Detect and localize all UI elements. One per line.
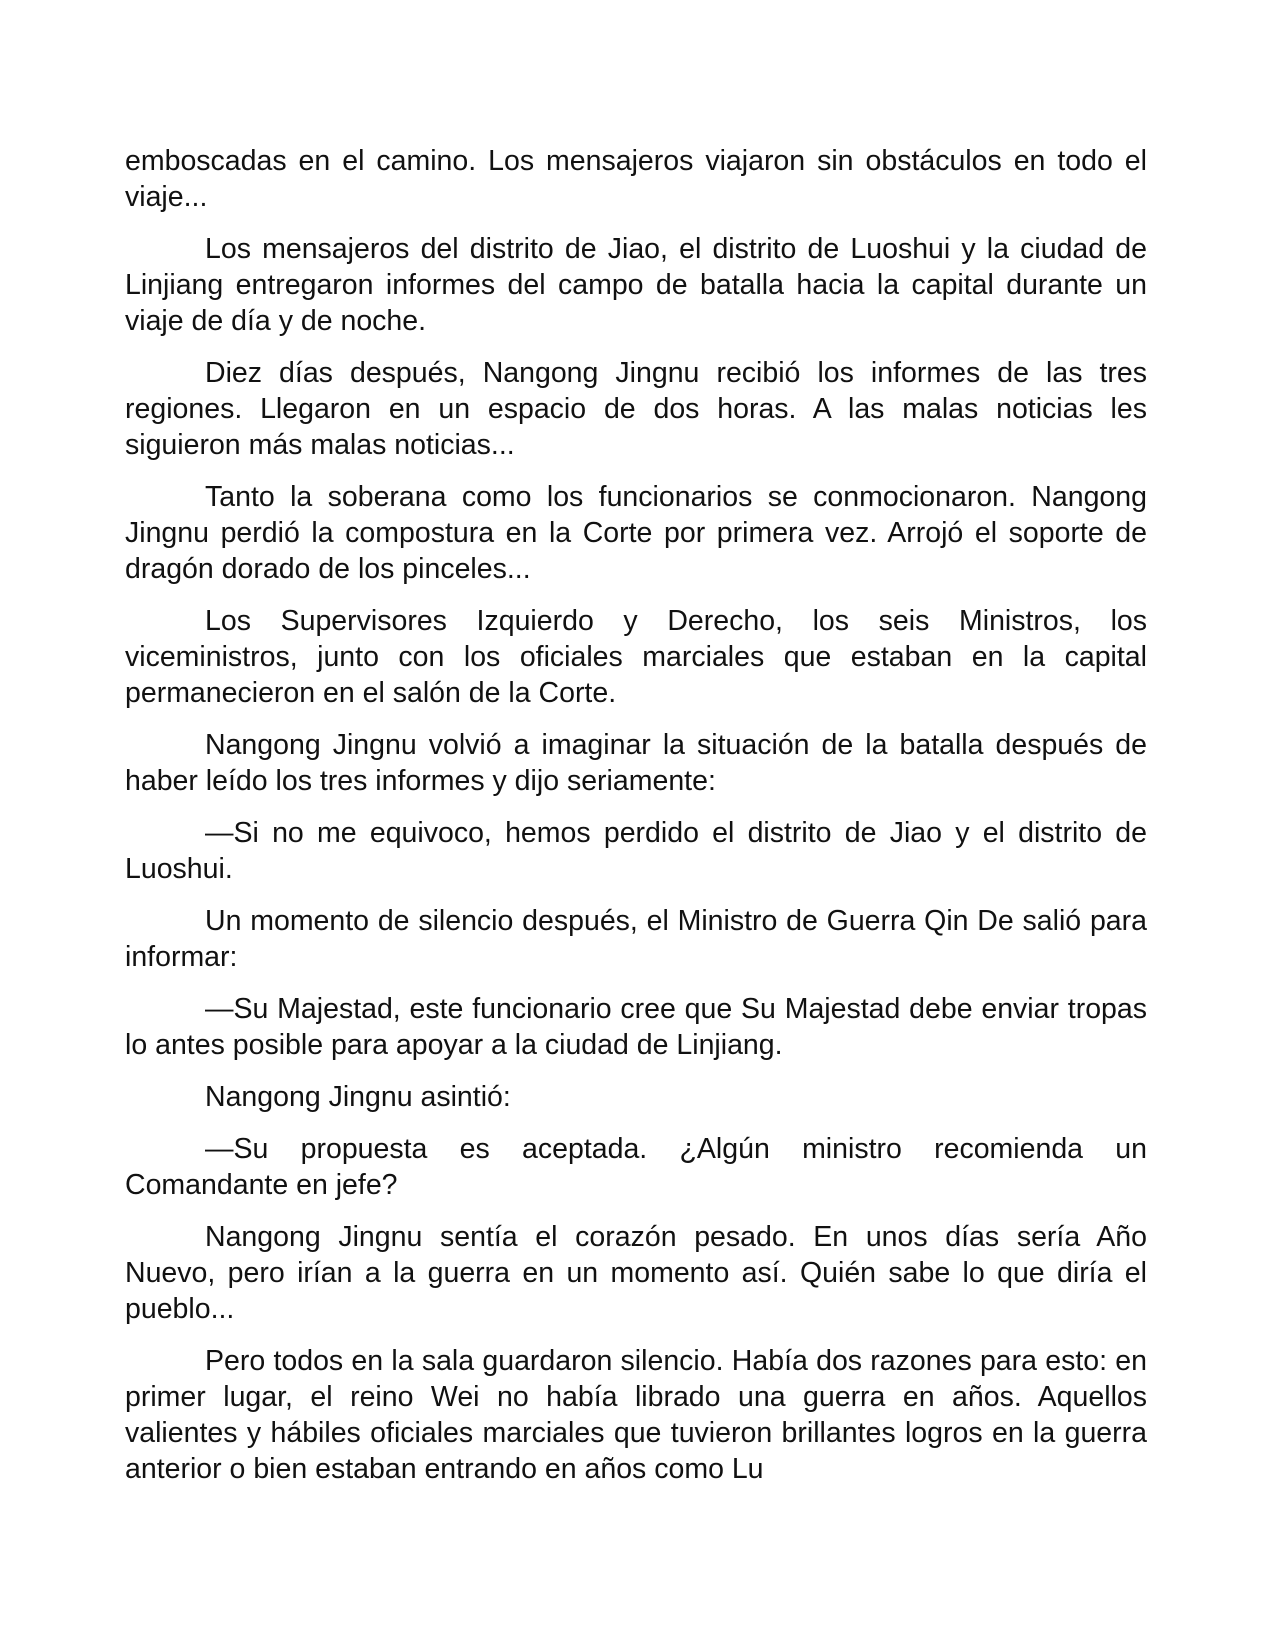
paragraph: Nangong Jingnu asintió: [205, 1081, 511, 1113]
paragraph: Los Supervisores Izquierdo y Derecho, los seis Ministros, los viceministros, junto con los oficiales marciales que estaban en la capital permanecieron en el salón de la Corte. [125, 605, 1147, 709]
paragraph: emboscadas en el camino. Los mensajeros viajaron sin obstáculos en todo el viaje... [125, 145, 1147, 213]
paragraph: Pero todos en la sala guardaron silencio. Había dos razones para esto: en primer lugar, el reino Wei no había librado una guerra en años. Aquellos valientes y hábiles oficiales marciales que tuvieron brillantes logros en la guerra anterior o bien estaban entrando en años como Lu [125, 1345, 1147, 1485]
paragraph: Los mensajeros del distrito de Jiao, el distrito de Luoshui y la ciudad de Linjiang entregaron informes del campo de batalla hacia la capital durante un viaje de día y de noche. [125, 233, 1147, 337]
paragraph: Nangong Jingnu sentía el corazón pesado. En unos días sería Año Nuevo, pero irían a la guerra en un momento así. Quién sabe lo que diría el pueblo... [125, 1221, 1147, 1325]
dialogue-paragraph: —Si no me equivoco, hemos perdido el distrito de Jiao y el distrito de Luoshui. [125, 817, 1147, 885]
dialogue-paragraph: —Su Majestad, este funcionario cree que Su Majestad debe enviar tropas lo antes posible para apoyar a la ciudad de Linjiang. [125, 993, 1147, 1061]
body-text [125, 143, 1147, 1503]
paragraph: Tanto la soberana como los funcionarios se conmocionaron. Nangong Jingnu perdió la compostura en la Corte por primera vez. Arrojó el soporte de dragón dorado de los pinceles... [125, 481, 1147, 585]
dialogue-paragraph: —Su propuesta es aceptada. ¿Algún ministro recomienda un Comandante en jefe? [125, 1133, 1147, 1201]
paragraph: Nangong Jingnu volvió a imaginar la situación de la batalla después de haber leído los tres informes y dijo seriamente: [125, 729, 1147, 797]
paragraph: Un momento de silencio después, el Ministro de Guerra Qin De salió para informar: [125, 905, 1147, 973]
paragraph: Diez días después, Nangong Jingnu recibió los informes de las tres regiones. Llegaron en un espacio de dos horas. A las malas noticias les siguieron más malas noticias... [125, 357, 1147, 461]
